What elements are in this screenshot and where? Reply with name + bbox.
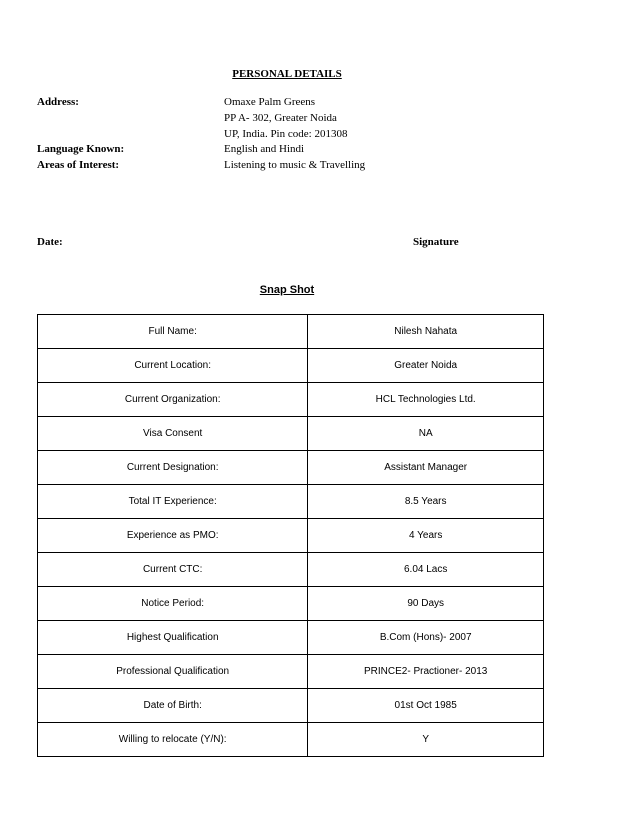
table-row [38, 553, 544, 587]
snapshot-heading: Snap Shot [259, 284, 315, 296]
interest-value: Listening to music & Travelling [224, 159, 366, 171]
row-value: Nilesh Nahata [308, 315, 544, 349]
table-row [38, 655, 544, 689]
row-label: Current Designation: [38, 451, 308, 485]
row-value: NA [308, 417, 544, 451]
table-row [38, 349, 544, 383]
address-value [224, 94, 347, 142]
table-row [38, 587, 544, 621]
language-value: English and Hindi [224, 143, 305, 155]
snapshot-table [37, 314, 544, 757]
row-value: Assistant Manager [308, 451, 544, 485]
address-line-1: Omaxe Palm Greens [224, 96, 316, 108]
signature-label: Signature [413, 236, 459, 248]
row-value: 8.5 Years [308, 485, 544, 519]
row-value: PRINCE2- Practioner- 2013 [308, 655, 544, 689]
table-row [38, 315, 544, 349]
row-value: B.Com (Hons)- 2007 [308, 621, 544, 655]
table-row [38, 417, 544, 451]
row-value: 4 Years [308, 519, 544, 553]
row-label: Willing to relocate (Y/N): [38, 723, 308, 757]
language-label: Language Known: [37, 143, 125, 155]
address-line-3: UP, India. Pin code: 201308 [224, 128, 348, 140]
address-line-2: PP A- 302, Greater Noida [224, 112, 337, 124]
table-row [38, 621, 544, 655]
row-label: Highest Qualification [38, 621, 308, 655]
row-value: 01st Oct 1985 [308, 689, 544, 723]
table-row [38, 723, 544, 757]
address-label: Address: [37, 96, 79, 108]
row-value: Greater Noida [308, 349, 544, 383]
row-label: Full Name: [38, 315, 308, 349]
row-value: Y [308, 723, 544, 757]
row-label: Total IT Experience: [38, 485, 308, 519]
row-value: 6.04 Lacs [308, 553, 544, 587]
row-label: Notice Period: [38, 587, 308, 621]
row-label: Professional Qualification [38, 655, 308, 689]
interest-label: Areas of Interest: [37, 159, 120, 171]
table-row [38, 519, 544, 553]
table-row [38, 485, 544, 519]
row-label: Experience as PMO: [38, 519, 308, 553]
row-label: Visa Consent [38, 417, 308, 451]
personal-details-heading: PERSONAL DETAILS [232, 68, 342, 80]
row-label: Current Location: [38, 349, 308, 383]
row-label: Current Organization: [38, 383, 308, 417]
row-value: 90 Days [308, 587, 544, 621]
date-label: Date: [37, 236, 63, 248]
snapshot-table-body [38, 315, 544, 757]
row-label: Date of Birth: [38, 689, 308, 723]
table-row [38, 383, 544, 417]
table-row [38, 689, 544, 723]
row-value: HCL Technologies Ltd. [308, 383, 544, 417]
row-label: Current CTC: [38, 553, 308, 587]
table-row [38, 451, 544, 485]
